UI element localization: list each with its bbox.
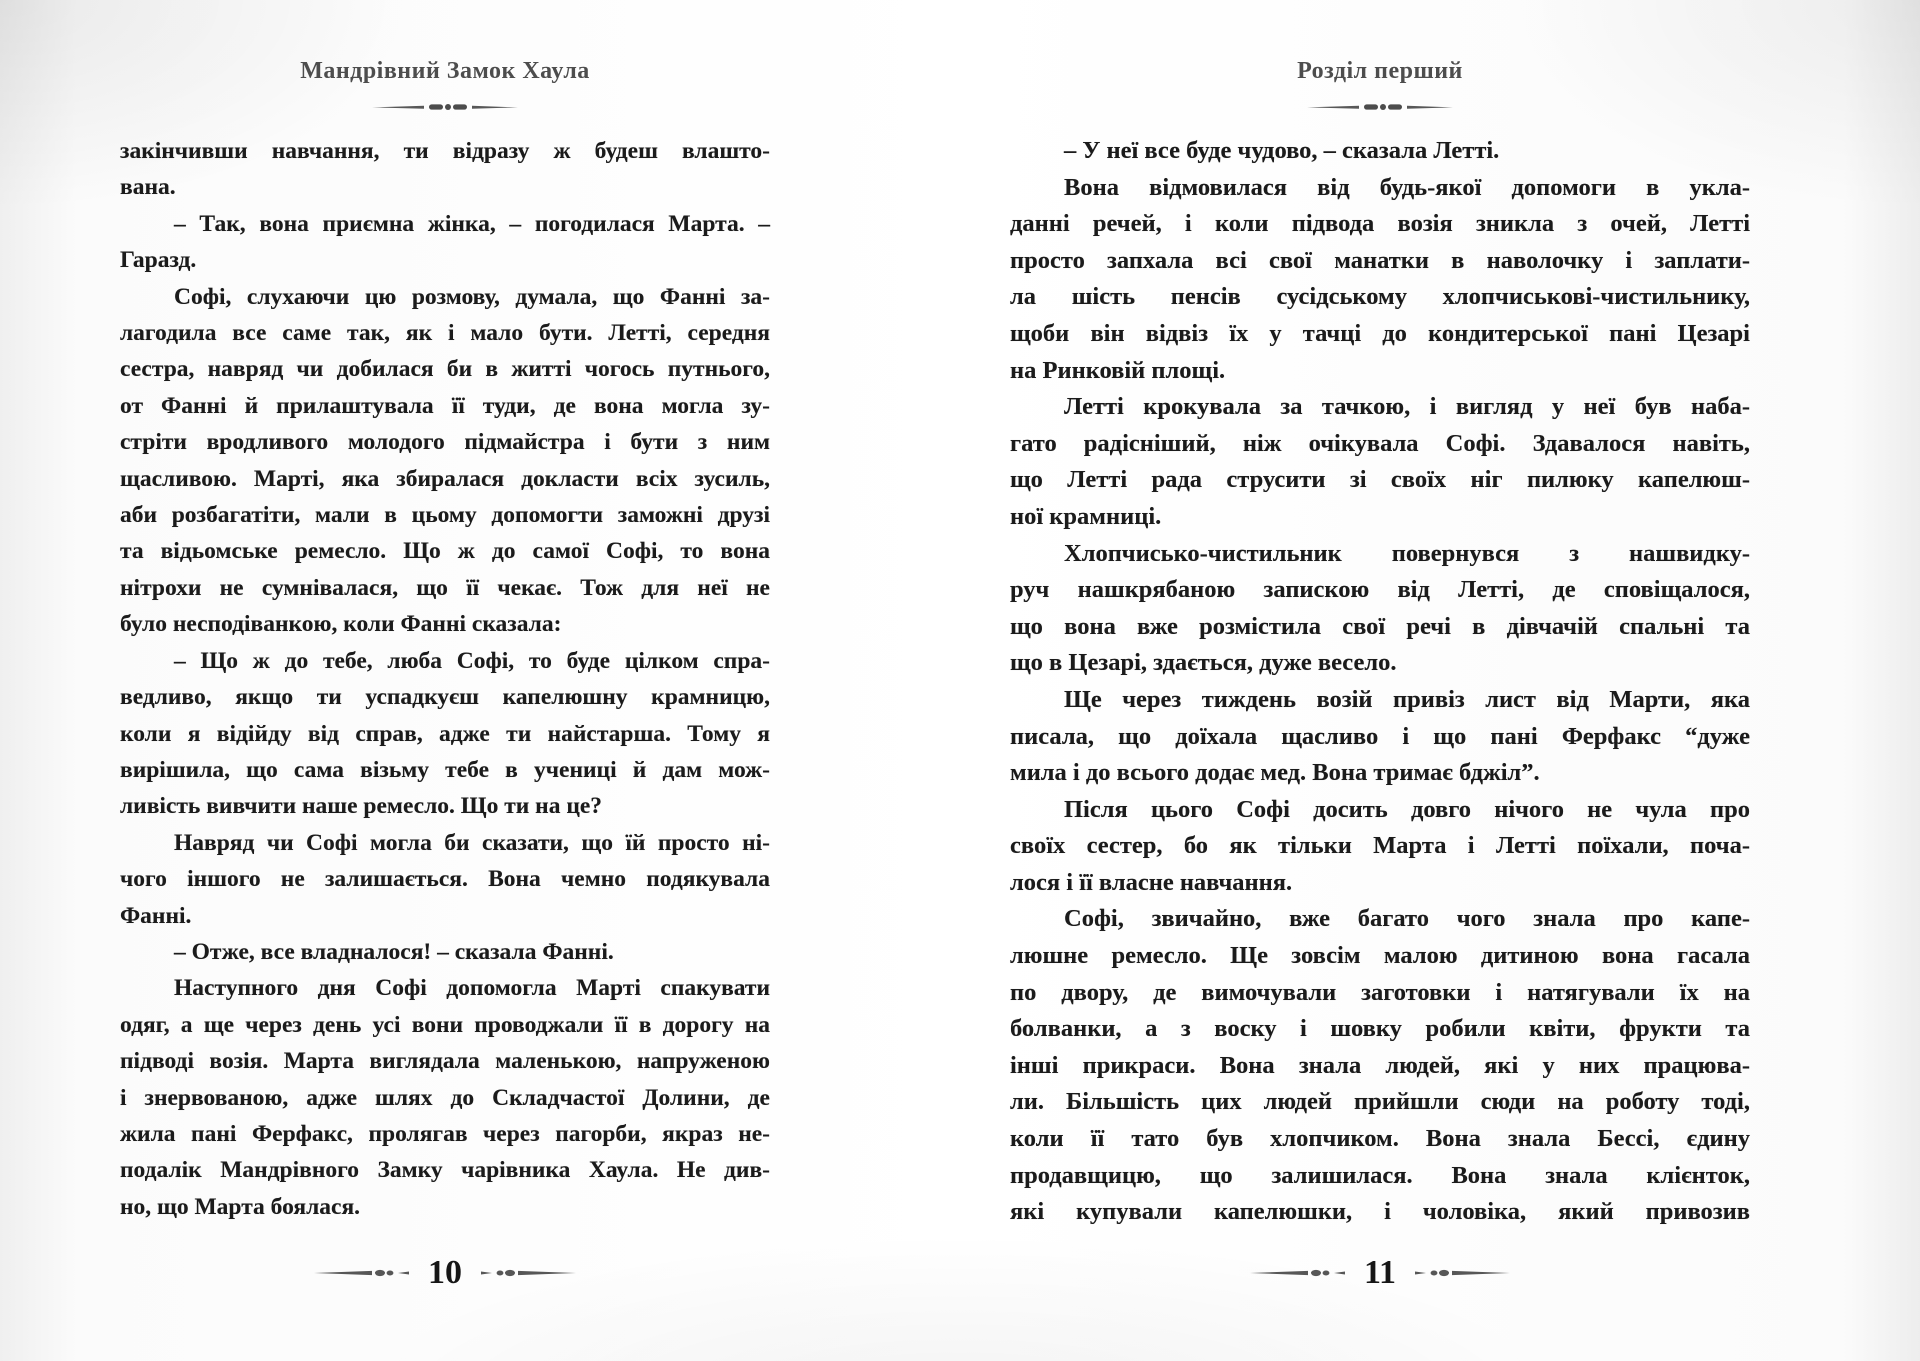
running-head-chapter-title: Розділ перший	[1297, 58, 1463, 84]
text-line: коли її тато був хлопчиком. Вона знала Бессі, єдину	[1010, 1125, 1750, 1153]
text-line: інші прикраси. Вона знала людей, які у них працюва-	[1010, 1051, 1750, 1079]
text-line: аби розбагатіти, мали в цьому допомогти заможні друзі	[120, 502, 770, 529]
text-line: лагодила все саме так, як і мало бути. Летті, середня	[120, 320, 770, 347]
running-head-book-title: Мандрівний Замок Хаула	[300, 58, 590, 84]
text-line: просто запхала всі свої манатки в наволочку і заплати-	[1010, 246, 1750, 274]
text-line: було несподіванкою, коли Фанні сказала:	[120, 611, 562, 638]
text-line: Наступного дня Софі допомогла Марті спакувати	[174, 975, 770, 1002]
text-line: продавщицю, що залишилася. Вона знала клієнток,	[1010, 1161, 1750, 1189]
text-line: Після цього Софі досить довго нічого не чула про	[1064, 795, 1750, 823]
text-line: своїх сестер, бо як тільки Марта і Летті поїхали, поча-	[1010, 832, 1750, 860]
body-text	[120, 133, 770, 1225]
text-line: сестра, навряд чи добилася би в житті чогось путнього,	[120, 356, 770, 383]
text-line: ливість вивчити наше ремесло. Що ти на це?	[120, 793, 603, 820]
text-line: вирішила, що сама візьму тебе в учениці й дам мож-	[120, 756, 770, 783]
text-line: – Отже, все владналося! – сказала Фанні.	[174, 938, 614, 965]
text-line: болванки, а з воску і шовку робили квіти, фрукти та	[1010, 1015, 1750, 1043]
text-line: Навряд чи Софі могла би сказати, що їй просто ні-	[174, 829, 770, 856]
text-line: данні речей, і коли підвода возія зникла з очей, Летті	[1010, 210, 1750, 238]
text-line: мила і до всього додає мед. Вона тримає бджіл”.	[1010, 759, 1540, 787]
text-line: Вона відмовилася від будь-якої допомоги в укла-	[1064, 173, 1750, 201]
page-footer	[120, 1256, 770, 1290]
text-line: стріти вродливого молодого підмайстра і бути з ним	[120, 429, 770, 456]
text-line: підводі возія. Марта виглядала маленькою, напруженою	[120, 1048, 770, 1075]
text-line: лося і її власне навчання.	[1010, 868, 1293, 896]
text-line: подалік Мандрівного Замку чарівника Хаула. Не див-	[120, 1157, 770, 1184]
text-line: писала, що доїхала щасливо і що пані Ферфакс “дуже	[1010, 722, 1750, 750]
text-line: Софі, слухаючи цю розмову, думала, що Фанні за-	[174, 283, 770, 310]
text-line: що вона вже розмістила свої речі в дівчачій спальні та	[1010, 612, 1750, 640]
text-line: – У неї все буде чудово, – сказала Летті.	[1064, 137, 1500, 164]
text-line: но, що Марта боялася.	[120, 1193, 361, 1220]
text-line: Гаразд.	[120, 247, 197, 274]
text-line: щасливою. Марті, яка збиралася докласти всіх зусиль,	[120, 465, 770, 492]
text-line: закінчивши навчання, ти відразу ж будеш влашто-	[120, 138, 770, 164]
text-line: от Фанні й прилаштувала її туди, де вона могла зу-	[120, 392, 770, 419]
text-line: що в Цезарі, здається, дуже весело.	[1010, 649, 1397, 677]
page-footer	[1010, 1256, 1750, 1290]
footer-flourish-right-icon	[480, 1268, 576, 1278]
header-divider-ornament-icon	[1010, 102, 1750, 112]
text-line: Ще через тиждень возій привіз лист від Марти, яка	[1064, 685, 1750, 713]
text-line: – Так, вона приємна жінка, – погодилася Марта. –	[174, 210, 770, 237]
header-divider-ornament-icon	[120, 102, 770, 112]
footer-flourish-right-icon	[1414, 1268, 1510, 1278]
page-right	[1010, 0, 1750, 1361]
text-line: Фанні.	[120, 902, 192, 929]
text-line: що Летті рада струсити зі своїх ніг пилюку капелюш-	[1010, 466, 1750, 494]
text-line: ли. Більшість цих людей прийшли сюди на роботу тоді,	[1010, 1088, 1750, 1116]
text-line: – Що ж до тебе, люба Софі, то буде цілком спра-	[174, 647, 770, 674]
text-line: і знервованою, адже шлях до Складчастої Долини, де	[120, 1084, 770, 1111]
text-line: коли я відійду від справ, адже ти найстарша. Тому я	[120, 720, 770, 747]
footer-flourish-left-icon	[314, 1268, 410, 1278]
text-line: нітрохи не сумнівалася, що її чекає. Тож для неї не	[120, 574, 770, 601]
text-line: на Ринковій площі.	[1010, 356, 1226, 384]
text-line: ведливо, якщо ти успадкуєш капелюшну крамницю,	[120, 684, 770, 711]
text-line: Софі, звичайно, вже багато чого знала про капе-	[1064, 905, 1750, 933]
text-line: ної крамниці.	[1010, 502, 1162, 530]
body-text	[1010, 133, 1750, 1231]
text-line: Летті крокувала за тачкою, і вигляд у неї був наба-	[1064, 393, 1750, 421]
text-line: гато радісніший, ніж очікувала Софі. Здавалося навіть,	[1010, 429, 1750, 457]
text-line: щоби він відвіз їх у тачці до кондитерської пані Цезарі	[1010, 319, 1750, 347]
text-line: вана.	[120, 174, 176, 201]
text-line: по двору, де вимочували заготовки і натягували їх на	[1010, 978, 1750, 1006]
text-line: Хлопчисько-чистильник повернувся з нашвидку-	[1064, 539, 1750, 567]
text-line: одяг, а ще через день усі вони проводжали її в дорогу на	[120, 1011, 770, 1038]
page-number: 11	[1363, 1254, 1397, 1291]
text-line: та відьомське ремесло. Що ж до самої Софі, то вона	[120, 538, 770, 565]
text-line: люшне ремесло. Ще зовсім малою дитиною вона гасала	[1010, 942, 1750, 970]
text-line: ла шість пенсів сусідському хлопчиськові-чистильнику,	[1010, 283, 1750, 311]
text-line: чого іншого не залишається. Вона чемно подякувала	[120, 866, 770, 893]
page-left	[120, 0, 770, 1361]
page-number: 10	[428, 1254, 462, 1291]
text-line: руч нашкрябаною запискою від Летті, де сповіщалося,	[1010, 576, 1750, 604]
text-line: жила пані Ферфакс, пролягав через пагорби, якраз не-	[120, 1120, 770, 1147]
text-line: які купували капелюшки, і чоловіка, який привозив	[1010, 1198, 1750, 1226]
footer-flourish-left-icon	[1250, 1268, 1346, 1278]
